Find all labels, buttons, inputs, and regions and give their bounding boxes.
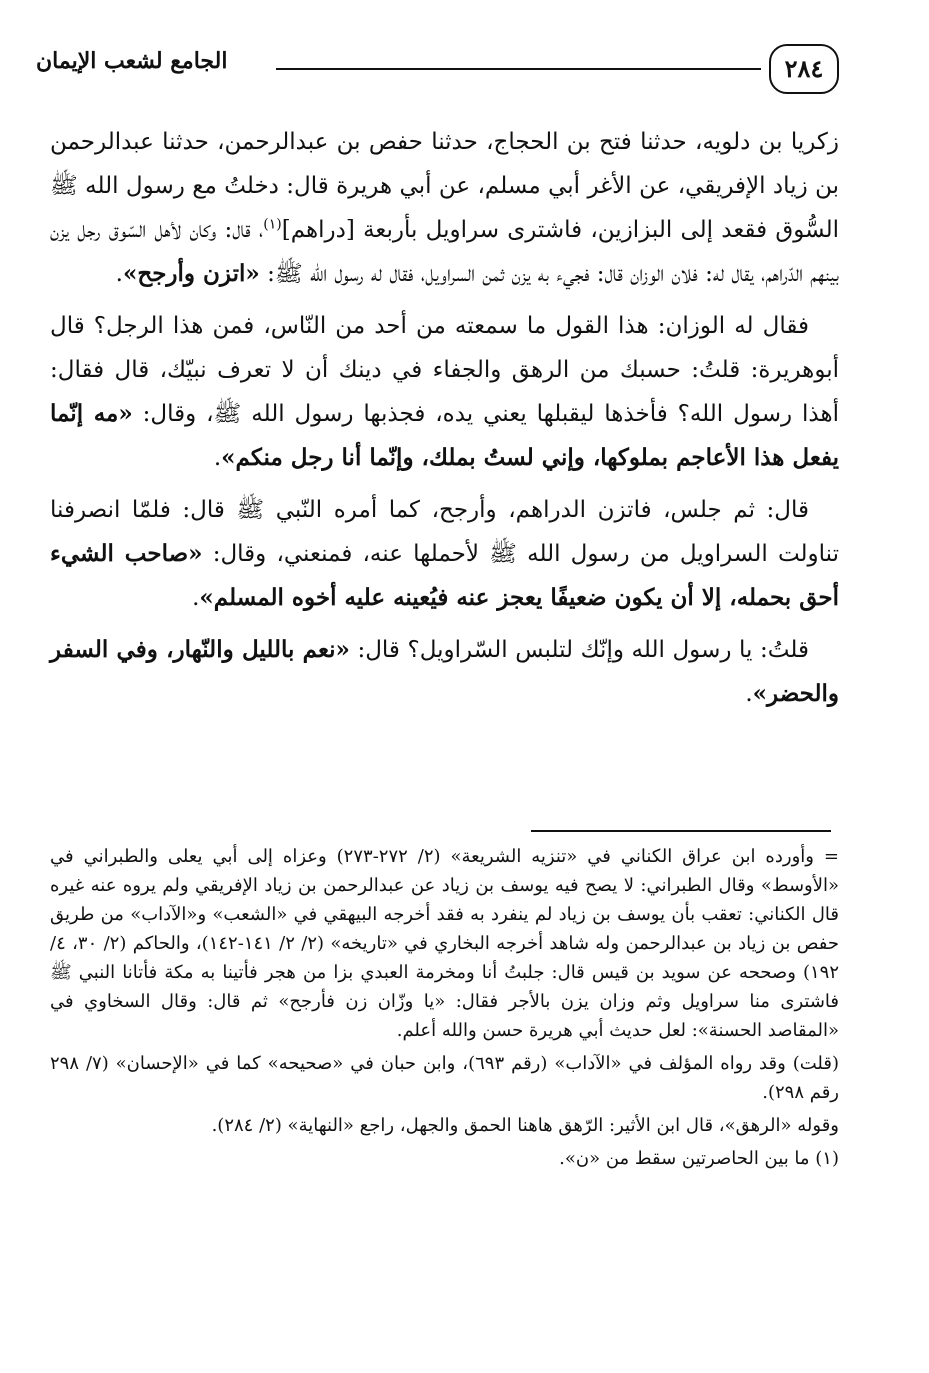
footnotes: [50, 842, 839, 1177]
header-rule: [276, 68, 761, 70]
main-text: [50, 120, 839, 724]
paragraph-1-text-b: ، قال: وكان لأهل السّوق رجل يزن بينهم الدّراهم، يقال له: فلان الوزان قال: فجيء به يزن ثمن السراويل، فقال له رسول الله ﷺ:: [50, 217, 839, 287]
paragraph-3-end: .: [192, 585, 200, 611]
paragraph-3-text: قال: ثم جلس، فاتزن الدراهم، وأرجح، كما أمره النّبي ﷺ قال: فلمّا انصرفنا تناولت السراويل من رسول الله ﷺ لأحملها عنه، فمنعني، وقال:: [50, 497, 840, 567]
hadith-quote-2: «مه إنّما يفعل هذا الأعاجم بملوكها، وإني لستُ بملك، وإنّما أنا رجل منكم»: [50, 400, 839, 471]
paragraph-4-text: قلتُ: يا رسول الله وإنّك لتلبس السّراويل؟ قال:: [349, 637, 809, 663]
page-number: ٢٨٤: [769, 44, 839, 94]
paragraph-3: [50, 488, 839, 620]
paragraph-1: [50, 120, 839, 296]
footnote-continuation: = وأورده ابن عراق الكناني في «تنزيه الشريعة» (٢/ ٢٧٢-٢٧٣) وعزاه إلى أبي يعلى والطبراني في «الأوسط» وقال الطبراني: لا يصح فيه يوسف بن زياد عن عبدالرحمن بن زياد الإفريقي ولم يروه عنه غيره قال الكناني: تعقب بأن يوسف بن زياد لم ينفرد به فقد أخرجه البيهقي في «الشعب» و«الآداب» من طريق حفص بن زياد بن عبدالرحمن وله شاهد أخرجه البخاري في «تاريخه» (٢/ ٢/ ١٤١-١٤٢)، والحاكم (٢/ ٣٠، ٤/ ١٩٢) وصححه عن سويد بن قيس قال: جلبتُ أنا ومخرمة العبدي بزا من هجر فأتينا به مكة فأتانا النبي ﷺ فاشترى منا سراويل وثم وزان يزن بالأجر فقال: «يا وزّان زن فأرجح» ثم قال: وقال السخاوي في «المقاصد الحسنة»: لعل حديث أبي هريرة حسن والله أعلم.: [50, 846, 840, 1041]
footnote-ref-1: (١): [263, 216, 282, 233]
paragraph-4-end: .: [745, 681, 753, 707]
hadith-quote-3: «صاحب الشيء أحق بحمله، إلا أن يكون ضعيفًا يعجز عنه فيُعينه عليه أخوه المسلم»: [50, 540, 839, 611]
paragraph-2: [50, 304, 839, 480]
paragraph-1-text: زكريا بن دلويه، حدثنا فتح بن الحجاج، حدثنا حفص بن عبدالرحمن، حدثنا عبدالرحمن بن زياد الإفريقي، عن الأغر أبي مسلم، عن أبي هريرة قال: دخلتُ مع رسول الله ﷺ السُّوق فقعد إلى البزازين، فاشترى سراويل بأربعة [دراهم]: [50, 129, 839, 243]
page-header: [36, 40, 839, 106]
paragraph-4: [50, 628, 839, 716]
footnote-separator: [531, 830, 831, 832]
paragraph-2-end: .: [213, 445, 222, 471]
hadith-quote-4: «نعم بالليل والنّهار، وفي السفر والحضر»: [50, 636, 839, 707]
footnote-1: (١) ما بين الحاصرتين سقط من «ن».: [559, 1148, 839, 1169]
hadith-quote-1: «اتزن وأرجح»: [122, 260, 260, 287]
paragraph-2-text: فقال له الوزان: هذا القول ما سمعته من أحد من النّاس، فمن هذا الرجل؟ قال أبوهريرة: قلتُ: حسبك من الرهق والجفاء في دينك أن لا تعرف نبيّك، قال فقال: أهذا رسول الله؟ فأخذها ليقبلها يعني يده، فجذبها رسول الله ﷺ، وقال:: [50, 313, 839, 427]
footnote-gloss: وقوله «الرهق»، قال ابن الأثير: الرّهق هاهنا الحمق والجهل، راجع «النهاية» (٢/ ٢٨٤).: [211, 1115, 839, 1136]
footnote-note: (قلت) وقد رواه المؤلف في «الآداب» (رقم ٦٩٣)، وابن حبان في «صحيحه» كما في «الإحسان» (٧/ ٢٩٨ رقم ٢٩٨).: [50, 1053, 839, 1103]
paragraph-1-end: .: [115, 261, 123, 287]
book-title: الجامع لشعب الإيمان: [36, 48, 228, 74]
